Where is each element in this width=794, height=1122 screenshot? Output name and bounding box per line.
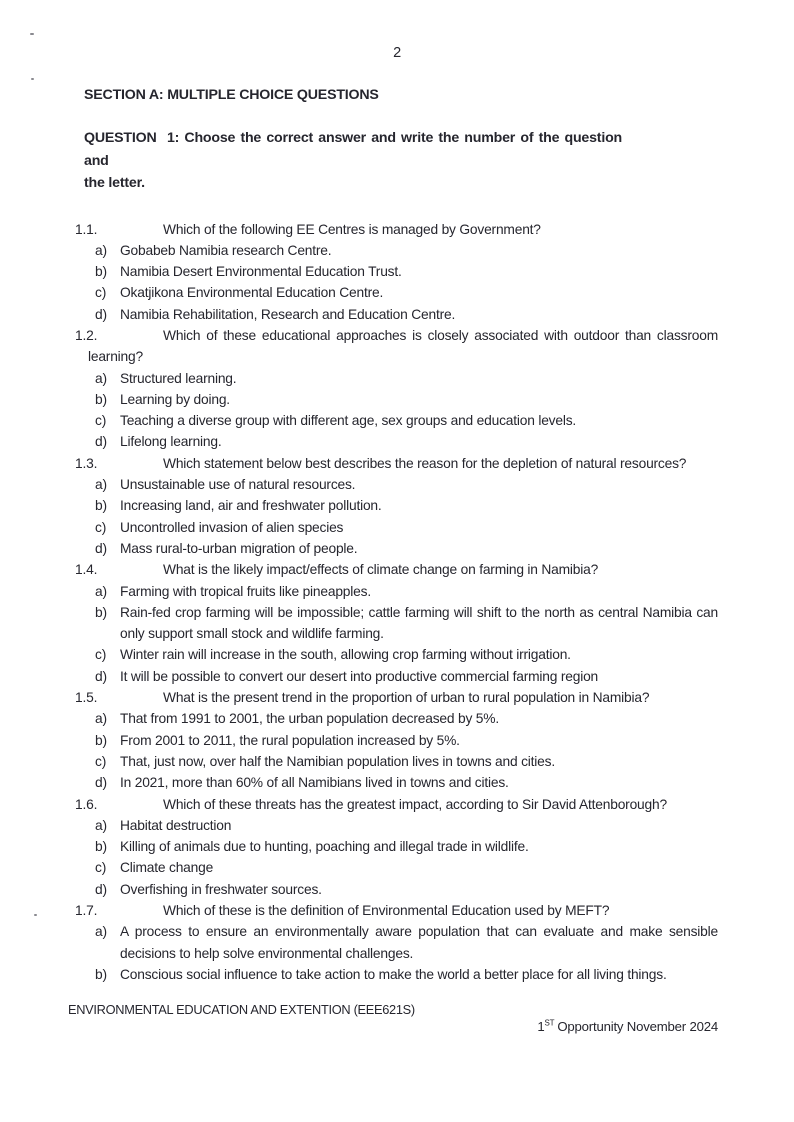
question-1-7 xyxy=(75,900,718,921)
session-label: Opportunity November 2024 xyxy=(557,1019,718,1035)
scan-mark xyxy=(34,914,37,916)
option-text: From 2001 to 2011, the rural population increased by 5%. xyxy=(120,732,460,748)
option-text: Teaching a diverse group with different age, sex groups and education levels. xyxy=(120,413,577,429)
option-letter: c) xyxy=(95,860,107,876)
option-text: Namibia Rehabilitation, Research and Education Centre. xyxy=(120,306,456,322)
question-1-1 xyxy=(75,219,718,240)
option-text: Lifelong learning. xyxy=(120,434,222,450)
option-letter: a) xyxy=(95,370,107,386)
option-letter: b) xyxy=(95,732,107,748)
option-letter: a) xyxy=(95,583,107,599)
option-text: Gobabeb Namibia research Centre. xyxy=(120,242,332,258)
option-1-5-b xyxy=(95,730,718,751)
option-1-7-a xyxy=(95,921,718,964)
option-letter: b) xyxy=(95,966,107,982)
option-1-2-d xyxy=(95,431,718,452)
option-1-2-b xyxy=(95,389,718,410)
question-1-3 xyxy=(75,453,718,474)
option-1-3-d xyxy=(95,538,718,559)
option-letter: c) xyxy=(95,519,107,535)
option-1-4-d xyxy=(95,666,718,687)
instruction-line-2: the letter. xyxy=(84,175,145,191)
session-number: 1 xyxy=(537,1019,545,1035)
option-text: Uncontrolled invasion of alien species xyxy=(120,519,344,535)
option-1-5-d xyxy=(95,772,718,793)
option-letter: b) xyxy=(95,498,107,514)
question-1-4 xyxy=(75,559,718,580)
question-1-2 xyxy=(75,325,718,368)
option-1-2-c xyxy=(95,410,718,431)
option-text: Rain-fed crop farming will be impossible; cattle farming will shift to the north as central Namibia can only support small stock and wildlife farming. xyxy=(120,604,718,642)
option-1-3-c xyxy=(95,517,718,538)
option-text: In 2021, more than 60% of all Namibians lived in towns and cities. xyxy=(120,775,509,791)
option-1-6-a xyxy=(95,815,718,836)
option-1-3-a xyxy=(95,474,718,495)
question-number: 1.2. xyxy=(75,327,98,343)
option-1-2-a xyxy=(95,368,718,389)
question-text: Which of these is the definition of Environmental Education used by MEFT? xyxy=(163,903,610,918)
option-text: Conscious social influence to take action to make the world a better place for all living things. xyxy=(120,966,667,982)
option-letter: b) xyxy=(95,604,107,620)
question-text: What is the present trend in the proportion of urban to rural population in Namibia? xyxy=(163,690,650,706)
option-letter: d) xyxy=(95,668,107,684)
option-text: Killing of animals due to hunting, poaching and illegal trade in wildlife. xyxy=(120,839,529,855)
option-1-3-b xyxy=(95,495,718,516)
option-text: Learning by doing. xyxy=(120,391,230,407)
question-number: 1.6. xyxy=(75,796,98,812)
option-letter: c) xyxy=(95,413,107,429)
question-1-5 xyxy=(75,687,718,708)
option-text: Structured learning. xyxy=(120,370,237,386)
scan-mark xyxy=(30,33,34,35)
option-letter: c) xyxy=(95,285,107,301)
option-1-1-a xyxy=(95,240,718,261)
option-text: Farming with tropical fruits like pineapples. xyxy=(120,583,371,599)
session-ordinal: ST xyxy=(544,1018,555,1028)
option-letter: c) xyxy=(95,753,107,769)
option-letter: c) xyxy=(95,647,107,663)
option-1-6-c xyxy=(95,857,718,878)
question-1-6 xyxy=(75,794,718,815)
option-text: Mass rural-to-urban migration of people. xyxy=(120,540,358,556)
option-1-7-b xyxy=(95,964,718,985)
option-1-1-b xyxy=(95,261,718,282)
page-footer xyxy=(0,1001,794,1035)
question-number: 1.7. xyxy=(75,903,98,918)
question-list xyxy=(0,219,794,986)
question-text: Which of these educational approaches is closely associated with outdoor than classroom learning? xyxy=(88,327,718,365)
option-1-1-d xyxy=(95,304,718,325)
scan-mark xyxy=(31,78,34,80)
question-number: 1.4. xyxy=(75,562,98,578)
page-number: 2 xyxy=(393,45,401,61)
option-letter: a) xyxy=(95,242,107,258)
option-text: Climate change xyxy=(120,860,214,876)
option-letter: a) xyxy=(95,817,107,833)
option-1-6-b xyxy=(95,836,718,857)
option-text: That, just now, over half the Namibian population lives in towns and cities. xyxy=(120,753,555,769)
option-letter: b) xyxy=(95,391,107,407)
question-text: Which statement below best describes the reason for the depletion of natural resources? xyxy=(163,455,687,471)
option-letter: d) xyxy=(95,775,107,791)
course-title: ENVIRONMENTAL EDUCATION AND EXTENTION (EEE621S) xyxy=(68,1002,415,1018)
option-1-5-a xyxy=(95,708,718,729)
option-1-4-a xyxy=(95,581,718,602)
option-1-4-b xyxy=(95,602,718,645)
option-1-5-c xyxy=(95,751,718,772)
option-letter: d) xyxy=(95,434,107,450)
option-1-1-c xyxy=(95,282,718,303)
option-letter: a) xyxy=(95,924,107,940)
option-text: Winter rain will increase in the south, allowing crop farming without irrigation. xyxy=(120,647,571,663)
question-text: Which of the following EE Centres is managed by Government? xyxy=(163,221,541,237)
question-1-instruction xyxy=(84,127,626,195)
option-letter: d) xyxy=(95,306,107,322)
option-letter: b) xyxy=(95,264,107,280)
option-letter: a) xyxy=(95,711,107,727)
question-number: 1.3. xyxy=(75,455,98,471)
option-text: Unsustainable use of natural resources. xyxy=(120,477,356,493)
exam-session xyxy=(0,1018,718,1035)
question-text: What is the likely impact/effects of climate change on farming in Namibia? xyxy=(163,562,599,578)
question-text: Which of these threats has the greatest impact, according to Sir David Attenborough? xyxy=(163,796,667,812)
option-letter: b) xyxy=(95,839,107,855)
option-letter: a) xyxy=(95,477,107,493)
option-text: Okatjikona Environmental Education Centre. xyxy=(120,285,384,301)
option-text: Overfishing in freshwater sources. xyxy=(120,881,322,897)
question-number: 1.1. xyxy=(75,221,98,237)
option-letter: d) xyxy=(95,881,107,897)
section-heading: SECTION A: MULTIPLE CHOICE QUESTIONS xyxy=(84,87,379,103)
option-text: It will be possible to convert our desert into productive commercial farming region xyxy=(120,668,599,684)
instruction-line-1: QUESTION 1: Choose the correct answer and write the number of the question and xyxy=(84,130,626,169)
question-number: 1.5. xyxy=(75,690,98,706)
option-text: That from 1991 to 2001, the urban population decreased by 5%. xyxy=(120,711,499,727)
option-1-6-d xyxy=(95,879,718,900)
option-text: Increasing land, air and freshwater pollution. xyxy=(120,498,382,514)
option-text: Namibia Desert Environmental Education Trust. xyxy=(120,264,402,280)
option-1-4-c xyxy=(95,644,718,665)
option-text: A process to ensure an environmentally aware population that can evaluate and make sensible decisions to help solve environmental challenges. xyxy=(120,924,718,961)
option-text: Habitat destruction xyxy=(120,817,232,833)
option-letter: d) xyxy=(95,540,107,556)
